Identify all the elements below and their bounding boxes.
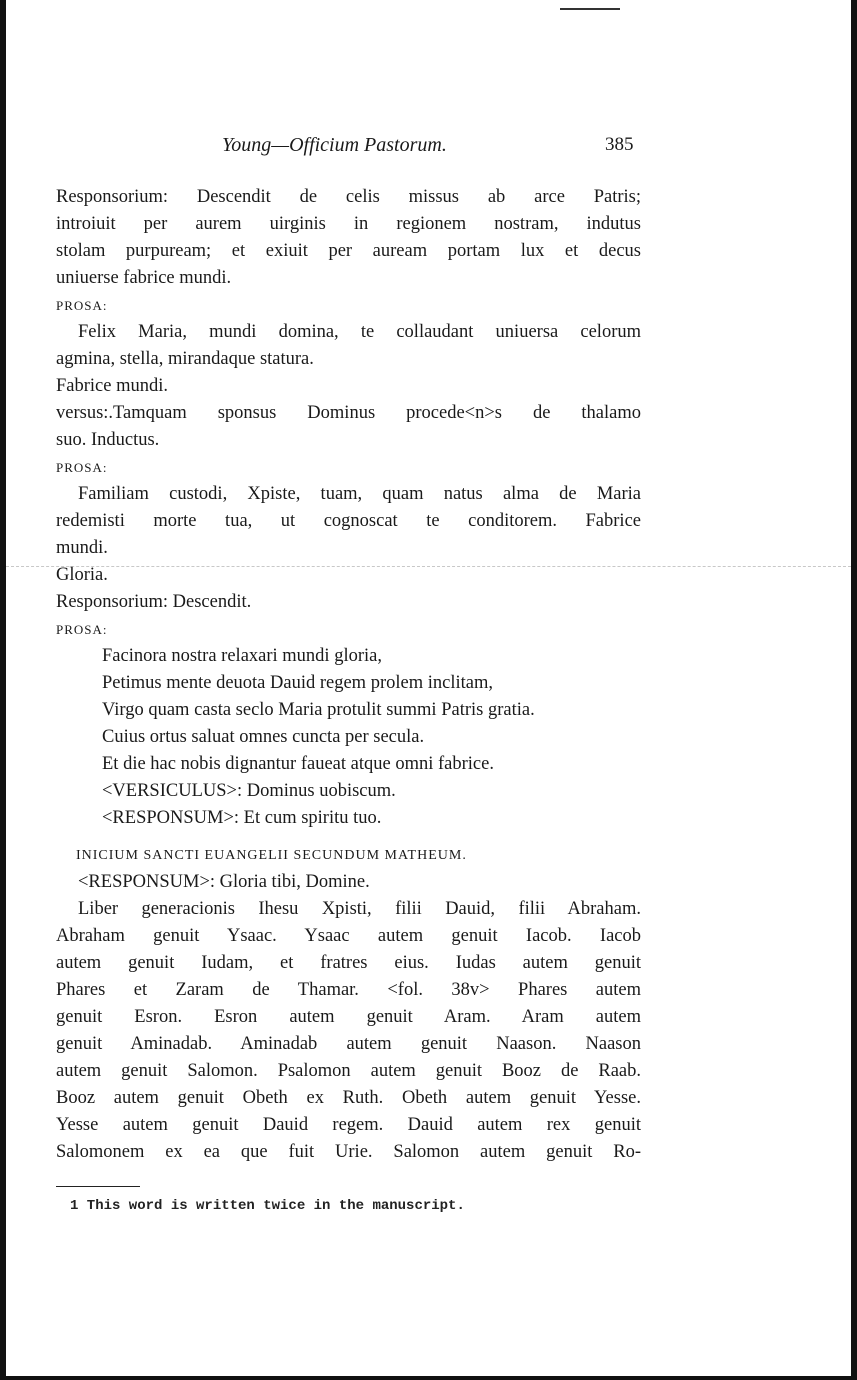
gospel-heading: INICIUM SANCTI EUANGELII SECUNDUM MATHEUM. (76, 848, 467, 863)
running-title: Young—Officium Pastorum. (222, 134, 447, 156)
prosa-label: PROSA: (56, 460, 108, 475)
text-line: genuit Aminadab. Aminadab autem genuit Naason. Naason (56, 1034, 641, 1054)
text-line: Felix Maria, mundi domina, te collaudant uniuersa celorum (78, 322, 641, 342)
verse-line: Petimus mente deuota Dauid regem prolem inclitam, (102, 673, 493, 693)
verse-line: Facinora nostra relaxari mundi gloria, (102, 646, 382, 666)
prosa-label: PROSA: (56, 298, 108, 313)
text-line: Yesse autem genuit Dauid regem. Dauid autem rex genuit (56, 1115, 641, 1135)
text-line: Responsorium: Descendit de celis missus ab arce Patris; (56, 187, 641, 207)
text-line: <RESPONSUM>: Gloria tibi, Domine. (78, 872, 370, 892)
text-line: agmina, stella, mirandaque statura. (56, 349, 314, 369)
text-line: autem genuit Salomon. Psalomon autem genuit Booz de Raab. (56, 1061, 641, 1081)
verse-line: <VERSICULUS>: Dominus uobiscum. (102, 781, 396, 801)
text-line: Fabrice mundi. (56, 376, 169, 396)
footnote-rule (56, 1186, 140, 1187)
scan-border-left (0, 0, 6, 1380)
footnote: 1 This word is written twice in the manuscript. (70, 1198, 465, 1214)
text-line: Familiam custodi, Xpiste, tuam, quam natus alma de Maria (78, 484, 641, 504)
scan-mark (560, 0, 620, 10)
text-line: mundi. (56, 538, 108, 558)
page-number: 385 (605, 134, 634, 155)
text-line: suo. Inductus. (56, 430, 160, 450)
text-line: Salomonem ex ea que fuit Urie. Salomon autem genuit Ro- (56, 1142, 641, 1162)
verse-line: <RESPONSUM>: Et cum spiritu tuo. (102, 808, 382, 828)
text-line: uniuerse fabrice mundi. (56, 268, 232, 288)
text-line: genuit Esron. Esron autem genuit Aram. Aram autem (56, 1007, 641, 1027)
text-line: redemisti morte tua, ut cognoscat te conditorem. Fabrice (56, 511, 641, 531)
text-line: Phares et Zaram de Thamar. <fol. 38v> Phares autem (56, 980, 641, 1000)
scan-border-bottom (0, 1376, 857, 1380)
body-text (56, 184, 641, 1166)
text-line: Booz autem genuit Obeth ex Ruth. Obeth autem genuit Yesse. (56, 1088, 641, 1108)
running-head (0, 134, 857, 162)
text-line: Gloria. (56, 565, 108, 585)
text-line: Abraham genuit Ysaac. Ysaac autem genuit Iacob. Iacob (56, 926, 641, 946)
text-line: Responsorium: Descendit. (56, 592, 252, 612)
verse-line: Et die hac nobis dignantur faueat atque omni fabrice. (102, 754, 494, 774)
verse-line: Virgo quam casta seclo Maria protulit summi Patris gratia. (102, 700, 535, 720)
text-line: versus:.Tamquam sponsus Dominus procede<n>s de thalamo (56, 403, 641, 423)
text-line: autem genuit Iudam, et fratres eius. Iudas autem genuit (56, 953, 641, 973)
scan-border-right (851, 0, 857, 1380)
verse-line: Cuius ortus saluat omnes cuncta per secula. (102, 727, 425, 747)
text-line: introiuit per aurem uirginis in regionem nostram, indutus (56, 214, 641, 234)
text-line: Liber generacionis Ihesu Xpisti, filii Dauid, filii Abraham. (78, 899, 641, 919)
prosa-label: PROSA: (56, 622, 108, 637)
text-line: stolam purpuream; et exiuit per auream portam lux et decus (56, 241, 641, 261)
